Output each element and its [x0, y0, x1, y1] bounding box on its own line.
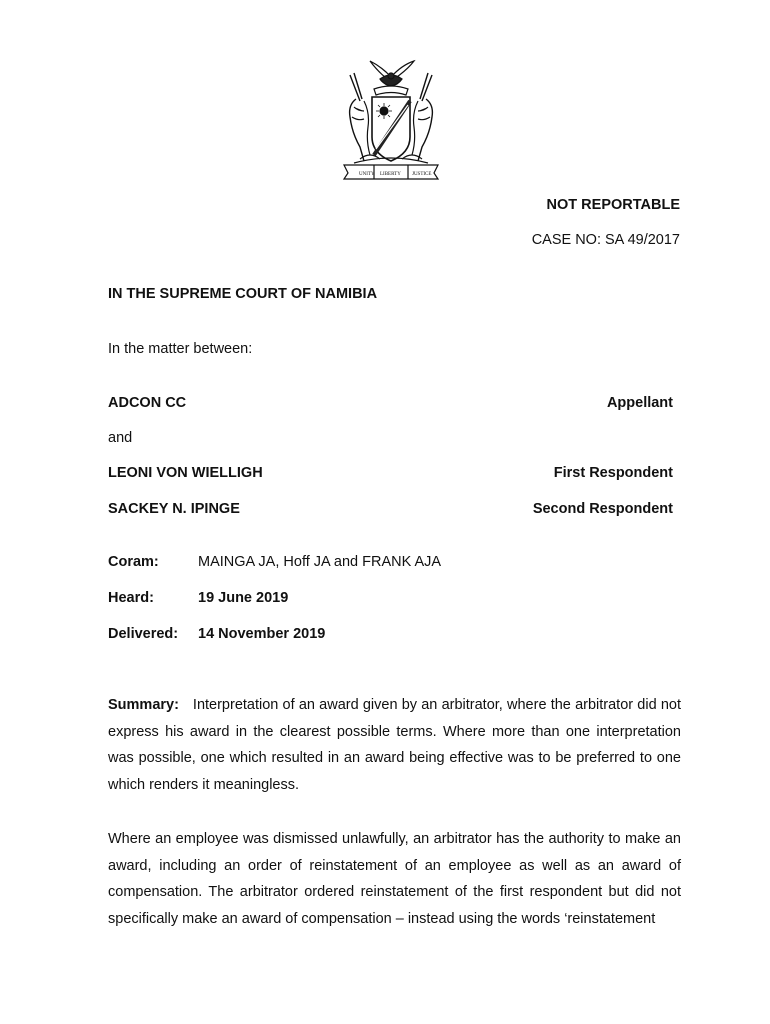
coram-label: Coram:	[108, 554, 159, 570]
delivered-label: Delivered:	[108, 626, 179, 642]
party-name-second-respondent: SACKEY N. IPINGE	[108, 501, 240, 517]
summary-paragraph	[108, 692, 681, 798]
coram-value: MAINGA JA, Hoff JA and FRANK AJA	[198, 554, 442, 570]
delivered-value: 14 November 2019	[198, 626, 326, 642]
body-paragraph: Where an employee was dismissed unlawfully, an arbitrator has the authority to make an award, including an order of reinstatement of an employee as well as an award of compensation. The arbitrator ordered reinstatement of the first respondent but did not specifically make an award of compensation – instead using the words ‘reinstatement	[108, 831, 681, 927]
party-name-appellant: ADCON CC	[108, 395, 187, 411]
heard-value: 19 June 2019	[198, 590, 289, 606]
and-separator: and	[108, 430, 133, 446]
court-name: IN THE SUPREME COURT OF NAMIBIA	[108, 286, 378, 302]
summary-text: Interpretation of an award given by an arbitrator, where the arbitrator did not express his award in the clearest possible terms. Where more than one interpretation was possible, one which resulted in an award being effective was to be preferred to one which renders it meaningless.	[108, 697, 681, 793]
reportable-status: NOT REPORTABLE	[546, 197, 680, 213]
svg-text:LIBERTY: LIBERTY	[380, 172, 401, 177]
heard-label: Heard:	[108, 590, 154, 606]
svg-text:UNITY: UNITY	[359, 172, 375, 177]
party-role-second-respondent: Second Respondent	[532, 501, 673, 517]
svg-text:JUSTICE: JUSTICE	[412, 172, 432, 177]
case-number: CASE NO: SA 49/2017	[531, 232, 680, 248]
party-role-appellant: Appellant	[606, 395, 673, 411]
namibia-coat-of-arms-icon	[330, 55, 452, 185]
matter-intro: In the matter between:	[108, 341, 253, 357]
party-role-first-respondent: First Respondent	[553, 465, 673, 481]
party-name-first-respondent: LEONI VON WIELLIGH	[108, 465, 263, 481]
summary-label: Summary:	[108, 697, 179, 713]
